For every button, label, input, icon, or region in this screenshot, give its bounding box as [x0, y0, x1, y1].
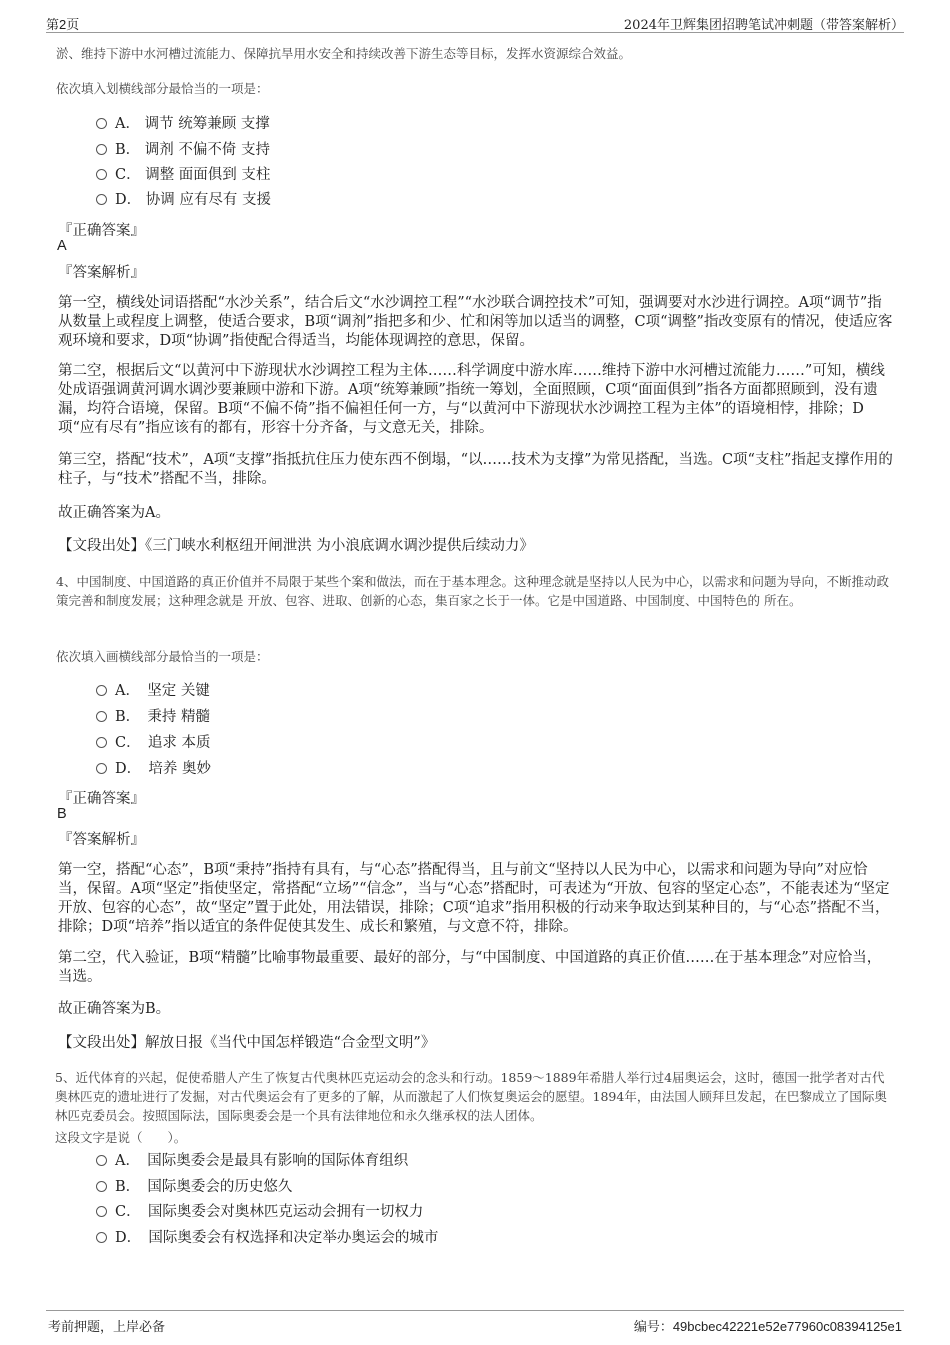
radio-icon[interactable]: [96, 144, 107, 155]
q4-conclusion: 故正确答案为B。: [58, 1001, 171, 1017]
q5-option-a[interactable]: A． 国际奥委会是最具有影响的国际体育组织: [96, 1151, 408, 1171]
q4-option-c[interactable]: C． 追求 本质: [96, 733, 210, 753]
q3-option-c[interactable]: C． 调整 面面俱到 支柱: [96, 165, 270, 185]
q3-option-d[interactable]: D． 协调 应有尽有 支援: [96, 190, 271, 210]
q4-analysis-2: 第二空，代入验证，B项“精髓”比喻事物最重要、最好的部分，与“中国制度、中国道路的真正价值……在于基本理念”对应恰当，当选。: [58, 950, 882, 985]
q3-analysis-2: 第二空，根据后文“以黄河中下游现状水沙调控工程为主体……科学调度中游水库……维持下游中水河槽过流能力……”可知，横线处成语强调黄河调水调沙要兼顾中游和下游。A项“统筹兼顾”指统一筹划，全面照顾，C项“面面俱到”指各方面都照顾到，没有遗漏，均符合语境，保留。B项“不偏不倚”指不偏袒任何一方，与“以黄河中下游现状水沙调控工程为主体”的语境相悖，排除；D项“应有尽有”指应该有的都有，形容十分齐备，与文意无关，排除。: [58, 363, 885, 436]
q3-analysis-1: 第一空，横线处词语搭配“水沙关系”，结合后文“水沙调控工程”“水沙联合调控技术”可知，强调要对水沙进行调控。A项“调节”指从数量上或程度上调整，使适合要求，B项“调剂”指把多和少、忙和闲等加以适当的调整，C项“调整”指改变原有的情况，使适应客观环境和要求，D项“协调”指使配合得适当，均能体现调控的意思，保留。: [58, 295, 893, 349]
q3-passage-end: 淤、维持下游中水河槽过流能力、保障抗旱用水安全和持续改善下游生态等目标，发挥水资源综合效益。: [56, 46, 632, 61]
page-footer: [46, 1310, 904, 1333]
q3-answer: A: [57, 238, 67, 254]
radio-icon[interactable]: [96, 685, 107, 696]
radio-icon[interactable]: [96, 711, 107, 722]
q4-analysis-label: 『答案解析』: [58, 832, 145, 848]
radio-icon[interactable]: [96, 737, 107, 748]
page-header: [46, 12, 904, 33]
q3-answer-label: 『正确答案』: [58, 223, 145, 239]
document-id: 编号：49bcbec42221e52e77960c08394125e1: [633, 1319, 902, 1335]
q4-option-d[interactable]: D． 培养 奥妙: [96, 759, 211, 779]
q5-option-d[interactable]: D． 国际奥委会有权选择和决定举办奥运会的城市: [96, 1228, 438, 1248]
q4-answer: B: [57, 806, 67, 822]
radio-icon[interactable]: [96, 194, 107, 205]
radio-icon[interactable]: [96, 1181, 107, 1192]
q4-analysis-1: 第一空，搭配“心态”，B项“秉持”指持有具有，与“心态”搭配得当，且与前文“坚持以人民为中心，以需求和问题为导向”对应恰当，保留。A项“坚定”指使坚定，常搭配“立场”“信念”，当与“心态”搭配时，可表述为“开放、包容的坚定心态”，不能表述为“坚定开放、包容的心态”，故“坚定”置于此处，用法错误，排除；C项“追求”指用积极的行动来争取达到某种目的，与“心态”搭配不当，排除；D项“培养”指以适宜的条件促使其发生、成长和繁殖，与文意不符，排除。: [58, 862, 890, 935]
page-number: 第2页: [46, 17, 80, 32]
q5-option-c[interactable]: C． 国际奥委会对奥林匹克运动会拥有一切权力: [96, 1202, 423, 1222]
q4-source: 【文段出处】解放日报《当代中国怎样锻造“合金型文明”》: [58, 1035, 436, 1051]
q5-question: 这段文字是说（ ）。: [55, 1130, 187, 1145]
q5-stem: 5、近代体育的兴起，促使希腊人产生了恢复古代奥林匹克运动会的念头和行动。1859～1889年希腊人举行过4届奥运会，这时，德国一批学者对古代奥林匹克的遗址进行了发掘，对古代奥运会有了更多的了解，从而激起了人们恢复奥运会的愿望。1894年，由法国人顾拜旦发起，在巴黎成立了国际奥林匹克委员会。按照国际法，国际奥委会是一个具有法律地位和永久继承权的法人团体。: [55, 1070, 887, 1123]
q3-source: 【文段出处】《三门峡水利枢纽开闸泄洪 为小浪底调水调沙提供后续动力》: [58, 538, 534, 554]
q4-prompt: 依次填入画横线部分最恰当的一项是：: [56, 649, 269, 664]
document-title: 2024年卫辉集团招聘笔试冲刺题（带答案解析）: [623, 18, 904, 33]
q3-analysis-label: 『答案解析』: [58, 265, 145, 281]
q4-answer-label: 『正确答案』: [58, 791, 145, 807]
radio-icon[interactable]: [96, 1232, 107, 1243]
radio-icon[interactable]: [96, 118, 107, 129]
q3-option-a[interactable]: A． 调节 统筹兼顾 支撑: [96, 114, 270, 134]
radio-icon[interactable]: [96, 1206, 107, 1217]
q3-analysis-3: 第三空，搭配“技术”，A项“支撑”指抵抗住压力使东西不倒塌，“以……技术为支撑”为常见搭配，当选。C项“支柱”指起支撑作用的柱子，与“技术”搭配不当，排除。: [58, 452, 893, 487]
q3-option-b[interactable]: B． 调剂 不偏不倚 支持: [96, 140, 270, 160]
radio-icon[interactable]: [96, 1155, 107, 1166]
q4-option-a[interactable]: A． 坚定 关键: [96, 681, 210, 701]
q4-stem: 4、中国制度、中国道路的真正价值并不局限于某些个案和做法，而在于基本理念。这种理念就是坚持以人民为中心，以需求和问题为导向，不断推动政策完善和制度发展；这种理念就是 开放、包容、进取、创新的心态，集百家之长于一体。它是中国道路、中国制度、中国特色的 所在。: [56, 574, 889, 608]
radio-icon[interactable]: [96, 763, 107, 774]
q3-conclusion: 故正确答案为A。: [58, 505, 170, 521]
footer-slogan: 考前押题，上岸必备: [48, 1320, 166, 1335]
radio-icon[interactable]: [96, 169, 107, 180]
q3-prompt: 依次填入划横线部分最恰当的一项是：: [56, 81, 269, 96]
q4-option-b[interactable]: B． 秉持 精髓: [96, 707, 210, 727]
q5-option-b[interactable]: B． 国际奥委会的历史悠久: [96, 1177, 292, 1197]
